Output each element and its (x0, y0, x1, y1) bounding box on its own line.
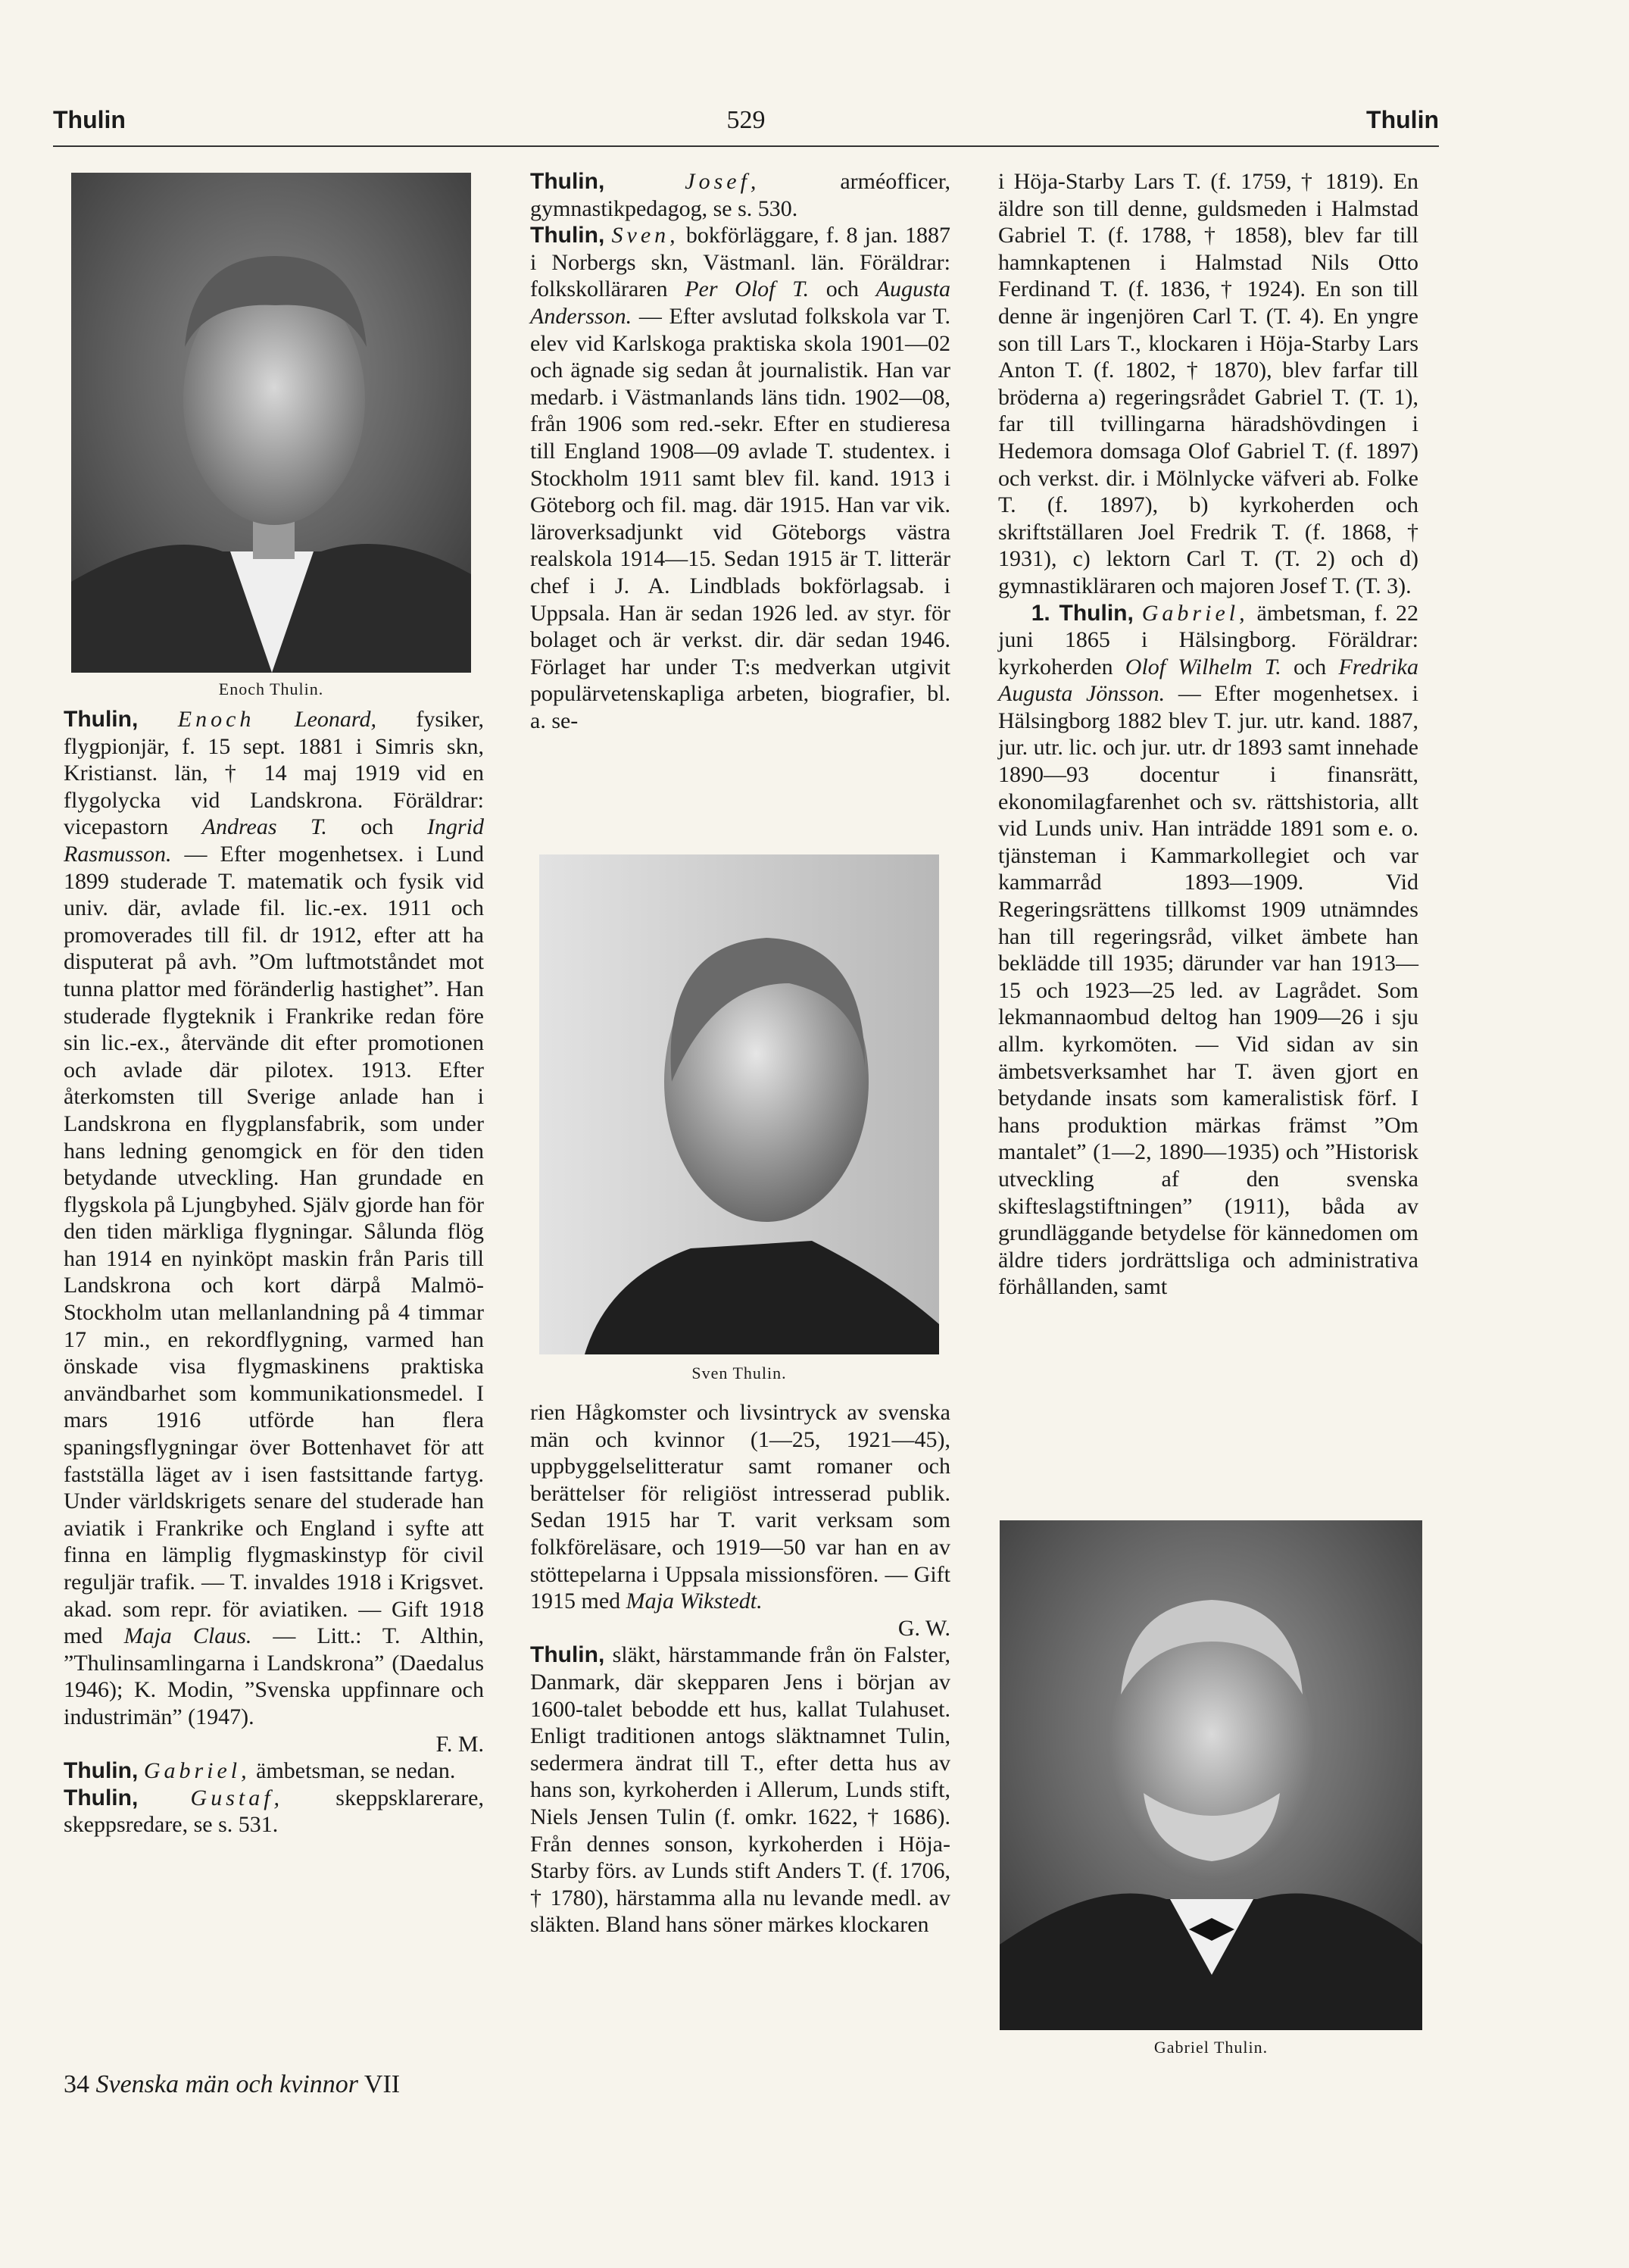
entry-sven-continued: rien Hågkomster och livsintryck av svenska män och kvinnor (1—25, 1921—45), uppbyggelselitteratur samt romaner och berättelser för religiöst intresserad publik. Sedan 1915 har T. varit verksam som folkföreläsare, och 1919—50 var han en av stöttepelarna i Uppsala missionsfören. — Gift 1915 med Maja Wikstedt. (530, 1400, 950, 1614)
column-2-upper (530, 168, 950, 734)
signature-sven: G. W. (897, 1615, 950, 1641)
entry-thulin-slakt: Thulin, släkt, härstammande från ön Falster, Danmark, där skepparen Jens i början av 1600-talet bebodde ett hus, kallat Tulahuset. Enligt traditionen antogs släktnamnet Tulin, sedermera ändrat till T., efter detta hus av hans son, kyrkoherden i Allerum, Lunds stift, Niels Jensen Tulin (f. omkr. 1622, † 1686). Från dennes sonson, kyrkoherden i Höja-Starby förs. av Lunds stift Anders T. (f. 1706, † 1780), härstamma alla nu levande medl. av släkten. Bland hans söner märkes klockaren (530, 1642, 950, 1938)
column-2-lower (530, 1399, 950, 1938)
caption-enoch: Enoch Thulin. (218, 679, 324, 698)
portrait-enoch-thulin (71, 173, 471, 673)
page-footer (64, 2070, 400, 2099)
entry-sven-thulin: Thulin, Sven, bokförläggare, f. 8 jan. 1887 i Norbergs skn, Västmanl. län. Föräldrar: folkskolläraren Per Olof T. och Augusta Andersson. — Efter avslutad folkskola var T. elev vid Karlskoga praktiska skola 1901—02 och ägnade sig sedan åt journalistik. Han var medarb. i Västmanlands läns tidn. 1902—08, från 1906 som red.-sekr. Efter en studieresa till England 1908—09 avlade T. studentex. i Stockholm 1911 samt blev fil. kand. 1913 i Göteborg och fil. mag. där 1915. Han var vik. läroverksadjunkt vid Göteborgs västra realskola 1914—15. Sedan 1915 är T. litterär chef i J. A. Lindblads bokförlagsab. i Uppsala. Han är sedan 1926 led. av styr. för bolaget och är verkst. dir. där sedan 1946. Förlaget har under T:s medverkan utgivit populärvetenskapliga arbeten, biografier, bl. a. se- (530, 223, 950, 733)
footer-sheet-number: 34 (64, 2070, 89, 2098)
column-3 (998, 168, 1418, 1301)
footer-book-title: Svenska män och kvinnor (95, 2070, 359, 2098)
page-number: 529 (726, 106, 766, 134)
entry-gustaf-ref: Thulin, Gustaf, skeppsklarerare, skeppsredare, se s. 531. (64, 1785, 484, 1838)
entry-enoch-thulin: Thulin, Enoch Leonard, fysiker, flygpionjär, f. 15 sept. 1881 i Simris skn, Kristianst. län, † 14 maj 1919 vid en flygolycka vid Landskrona. Föräldrar: vicepastorn Andreas T. och Ingrid Rasmusson. — Efter mogenhetsex. i Lund 1899 studerade T. matematik och fysik vid univ. där, avlade fil. lic.-ex. 1911 och promoverades till fil. dr 1912, efter att ha disputerat på avh. ”Om luftmotståndet mot tunna plattor med föränderlig hastighet”. Han studerade flygteknik i Frankrike redan före sin lic.-ex., återvände dit efter promotionen och avlade där pilotex. 1913. Efter återkomsten till Sverige anlade han i Landskrona en flygplansfabrik, som under hans ledning genomgick en för den tiden betydande utveckling. Han grundade en flygskola på Ljungbyhed. Själv gjorde han för den tiden märkliga flygningar. Sålunda flög han 1914 en nyinköpt maskin från Paris till Landskrona och kort därpå Malmö-Stockholm utan mellanlandning på 4 timmar 17 min., en rekordflygning, varmed han önskade visa flygmaskinens praktiska användbarhet som kommunikationsmedel. I mars 1916 utförde han flera spaningsflygningar över Bottenhavet för att fastställa läget av i isen fastsittande fartyg. Under världskrigets senare del studerade han aviatik i Frankrike och England i syfte att finna en lämplig flygmaskinstyp för civil reguljär trafik. — T. invaldes 1918 i Krigsvet. akad. som repr. för aviatiken. — Gift 1918 med Maja Claus. — Litt.: T. Althin, ”Thulinsamlingarna i Landskrona” (Daedalus 1946); K. Modin, ”Svenska uppfinnare och industrimän” (1947). (64, 707, 485, 1729)
entry-slakt-continued: i Höja-Starby Lars T. (f. 1759, † 1819). En äldre son till denne, guldsmeden i Halmstad Gabriel T. (f. 1788, † 1858), blev far till hamnkaptenen i Halmstad Nils Otto Ferdinand T. (f. 1836, † 1924). En son till denne är ingenjören Carl T. (T. 4). En yngre son till Lars T., klockaren i Höja-Starby Lars Anton T. (f. 1802, † 1870), blev farfar till bröderna a) regeringsrådet Gabriel T. (T. 1), far till tvillingarna häradshövdingen i Hedemora domsaga Olof Gabriel T. (f. 1897) och verkst. dir. i Mölnlycke väfveri ab. Folke T. (f. 1897), b) kyrkoherden och skriftställaren Joel Fredrik T. (f. 1868, † 1931), c) lektorn Carl T. (T. 2) och d) gymnastikläraren och majoren Josef T. (T. 3). (998, 169, 1418, 598)
caption-sven: Sven Thulin. (691, 1364, 787, 1382)
footer-volume: VII (364, 2070, 401, 2098)
caption-gabriel: Gabriel Thulin. (1153, 2038, 1269, 2057)
header-right-name: Thulin (1366, 106, 1439, 133)
header-left-name: Thulin (53, 106, 126, 133)
entry-gabriel-ref: Thulin, Gabriel, ämbetsman, se nedan. (64, 1758, 456, 1784)
portrait-gabriel-thulin (1000, 1520, 1422, 2030)
portrait-sven-thulin (539, 854, 939, 1354)
entry-gabriel-thulin: 1. Thulin, Gabriel, ämbetsman, f. 22 juni 1865 i Hälsingborg. Föräldrar: kyrkoherden Olof Wilhelm T. och Fredrika Augusta Jönsson. — Efter mogenhetsex. i Hälsingborg 1882 blev T. jur. utr. kand. 1887, jur. utr. lic. och jur. utr. dr 1893 samt innehade 1890—93 docentur i finansrätt, ekonomilagfarenhet och sv. rättshistoria, allt vid Lunds univ. Han inträdde 1891 som e. o. tjänsteman i Kammarkollegiet och var kammarråd 1893—1909. Vid Regeringsrättens tillkomst 1909 utnämndes han till regeringsråd, vilket ämbete han beklädde till 1935; därunder var han 1913—15 och 1923—25 led. av Lagrådet. Som lekmannaombud deltog han 1909—26 i sju allm. kyrkomöten. — Vid sidan av sin ämbetsverksamhet har T. även gjort en betydande insats som kameralistisk förf. I hans produktion märkas främst ”Om mantalet” (1—2, 1890—1935) och ”Historisk utveckling af den svenska skifteslagstiftningen” (1911), båda av grundläggande betydelse för kännedomen om äldre tiders jordrättsliga och administrativa förhållanden, samt (998, 600, 1419, 1300)
header-rule (53, 145, 1439, 147)
signature-enoch: F. M. (435, 1731, 484, 1757)
column-1 (64, 706, 484, 1838)
running-header (53, 106, 1439, 141)
entry-josef-ref: Thulin, Josef, arméofficer, gymnastikpedagog, se s. 530. (530, 169, 951, 221)
